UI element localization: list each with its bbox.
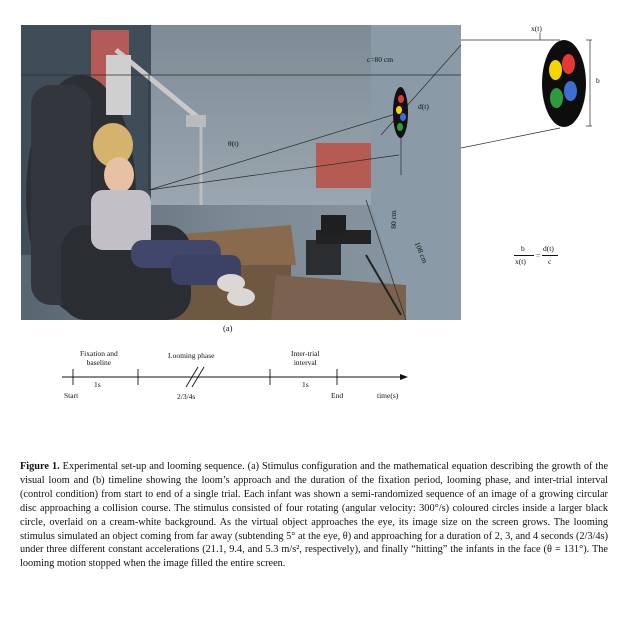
end-label: End (331, 391, 344, 400)
equation (514, 244, 562, 274)
large-disc-yellow (549, 60, 562, 80)
label-d: d(t) (418, 102, 429, 111)
looming-label: Looming phase (168, 351, 215, 360)
start-label: Start (64, 391, 79, 400)
duration-fixation: 1s (94, 380, 101, 389)
eq-equals: = (536, 251, 541, 260)
duration-looming: 2/3/4s (177, 392, 196, 401)
iti-label-line1: Inter-trial (291, 349, 320, 358)
duration-iti: 1s (302, 380, 309, 389)
large-disc-red (562, 54, 575, 74)
large-disc (542, 40, 586, 127)
fixation-label-line1: Fixation and (80, 349, 118, 358)
iti-label (291, 349, 320, 367)
large-disc-green (550, 88, 563, 108)
label-c-distance: c=80 cm (367, 55, 394, 64)
small-disc-red (398, 95, 404, 103)
eq-c: c (548, 257, 552, 266)
figure-caption (20, 460, 608, 571)
time-axis-label: time(s) (377, 391, 399, 400)
small-disc-green (397, 123, 403, 131)
eq-b: b (521, 244, 525, 253)
panel-a-label: (a) (223, 323, 233, 333)
fixation-label (80, 349, 118, 367)
iti-label-line2: interval (293, 358, 317, 367)
label-108cm: 108 cm (412, 240, 430, 265)
label-theta: θ(t) (228, 139, 239, 148)
caption-text: Experimental set-up and looming sequence. (a) Stimulus configuration and the mathematical equation describing the growth of the visual loom and (b) timeline showing the loom’s approach and the duration of the fixation period, looming phase, and inter-trial interval (control condition) from start to end of a single trial. Each infant was shown a semi-randomized sequence of an image of a growing circular disc approaching a collision course. The stimulus consisted of four rotating (angular velocity: 300°/s) coloured circles inside a larger black circle, overlaid on a cream-white background. As the virtual object approaches the eye, its image size on the screen grows. The looming stimulus simulated an object coming from far away (subtending 5° at the eye, θ) and approaching for a duration of 2, 3, and 4 seconds (2/3/4s) under three different constant accelerations (21.1, 9.4, and 5.3 m/s², respectively), and finally “hitting” the infants in the face (θ = 131°). The looming motion stopped when the image filled the entire screen. (20, 461, 609, 570)
eq-fraction-line-right (542, 255, 558, 256)
large-disc-blue (564, 81, 577, 101)
small-disc-blue (400, 113, 406, 121)
eq-fraction-line-left (514, 255, 534, 256)
label-80cm: 80 cm (388, 210, 398, 229)
eq-d: d(t) (543, 244, 554, 253)
eq-x: x(t) (515, 257, 526, 266)
caption-label: Figure 1. (20, 461, 60, 472)
label-x: x(t) (531, 24, 542, 33)
label-b: b (596, 76, 600, 85)
figure-panel-b-timeline (0, 340, 624, 410)
fixation-label-line2: baseline (86, 358, 112, 367)
